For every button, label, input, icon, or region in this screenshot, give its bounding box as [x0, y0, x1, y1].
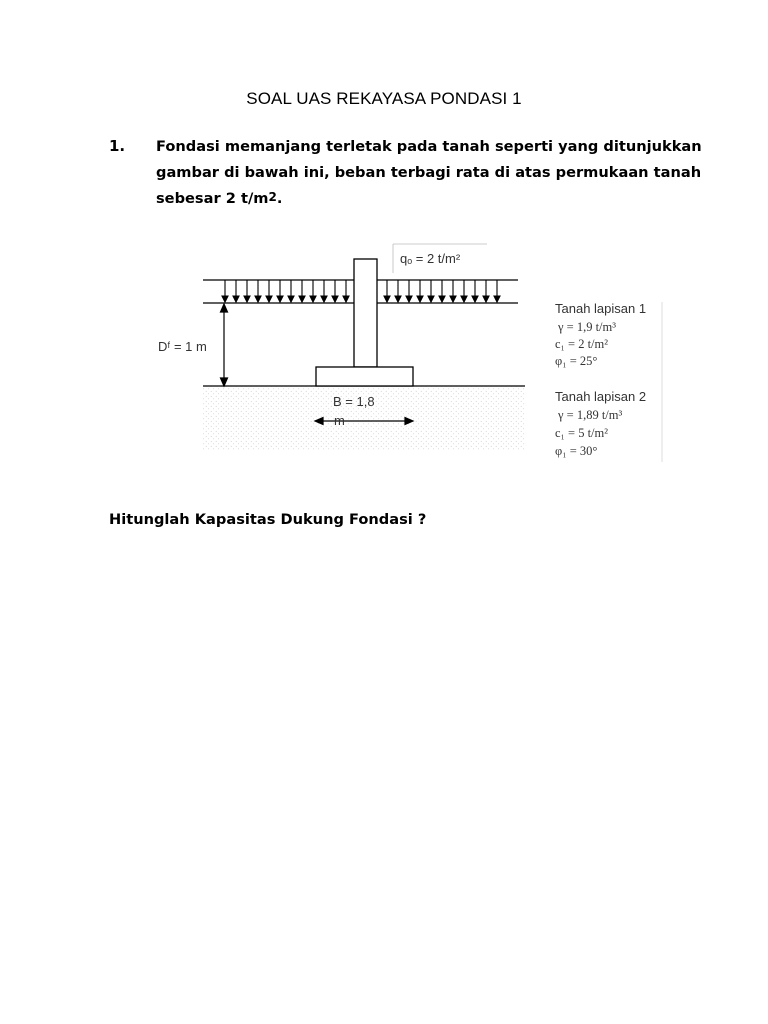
layer1-phi: φ₁ = 25° [555, 354, 598, 368]
question-line: gambar di bawah ini, beban terbagi rata di atas permukaan tanah [156, 164, 702, 181]
task-prompt: Hitunglah Kapasitas Dukung Fondasi ? [109, 511, 427, 528]
unit-superscript: 2 [268, 190, 277, 204]
question-line-last [156, 186, 708, 212]
width-label: B = 1,8 [333, 394, 375, 409]
layer2-name: Tanah lapisan 2 [555, 389, 647, 404]
load-arrows-right [384, 280, 500, 302]
foundation-footing [316, 367, 413, 386]
layer1-name: Tanah lapisan 1 [555, 301, 647, 316]
layer1-gamma: γ = 1,9 t/m³ [558, 320, 616, 334]
question-period: . [276, 190, 283, 207]
question-text [156, 134, 708, 212]
foundation-diagram [158, 240, 670, 468]
depth-dimension-arrow [221, 304, 228, 386]
page-title: SOAL UAS REKAYASA PONDASI 1 [246, 89, 522, 108]
question-number: 1. [109, 137, 126, 155]
depth-label: Dᶠ = 1 m [158, 339, 207, 354]
layer2-cohesion: c₁ = 5 t/m² [555, 426, 608, 440]
layer2-gamma: γ = 1,89 t/m³ [558, 408, 623, 422]
question-line: sebesar 2 t/m [156, 190, 269, 207]
layer2-phi: φ₁ = 30° [555, 444, 598, 458]
load-arrows-left [222, 280, 349, 302]
load-label: qₒ = 2 t/m² [400, 251, 461, 266]
layer1-cohesion: c₁ = 2 t/m² [555, 337, 608, 351]
foundation-column [354, 259, 377, 367]
question-line: Fondasi memanjang terletak pada tanah seperti yang ditunjukkan [156, 138, 702, 155]
width-unit: m [334, 413, 345, 428]
